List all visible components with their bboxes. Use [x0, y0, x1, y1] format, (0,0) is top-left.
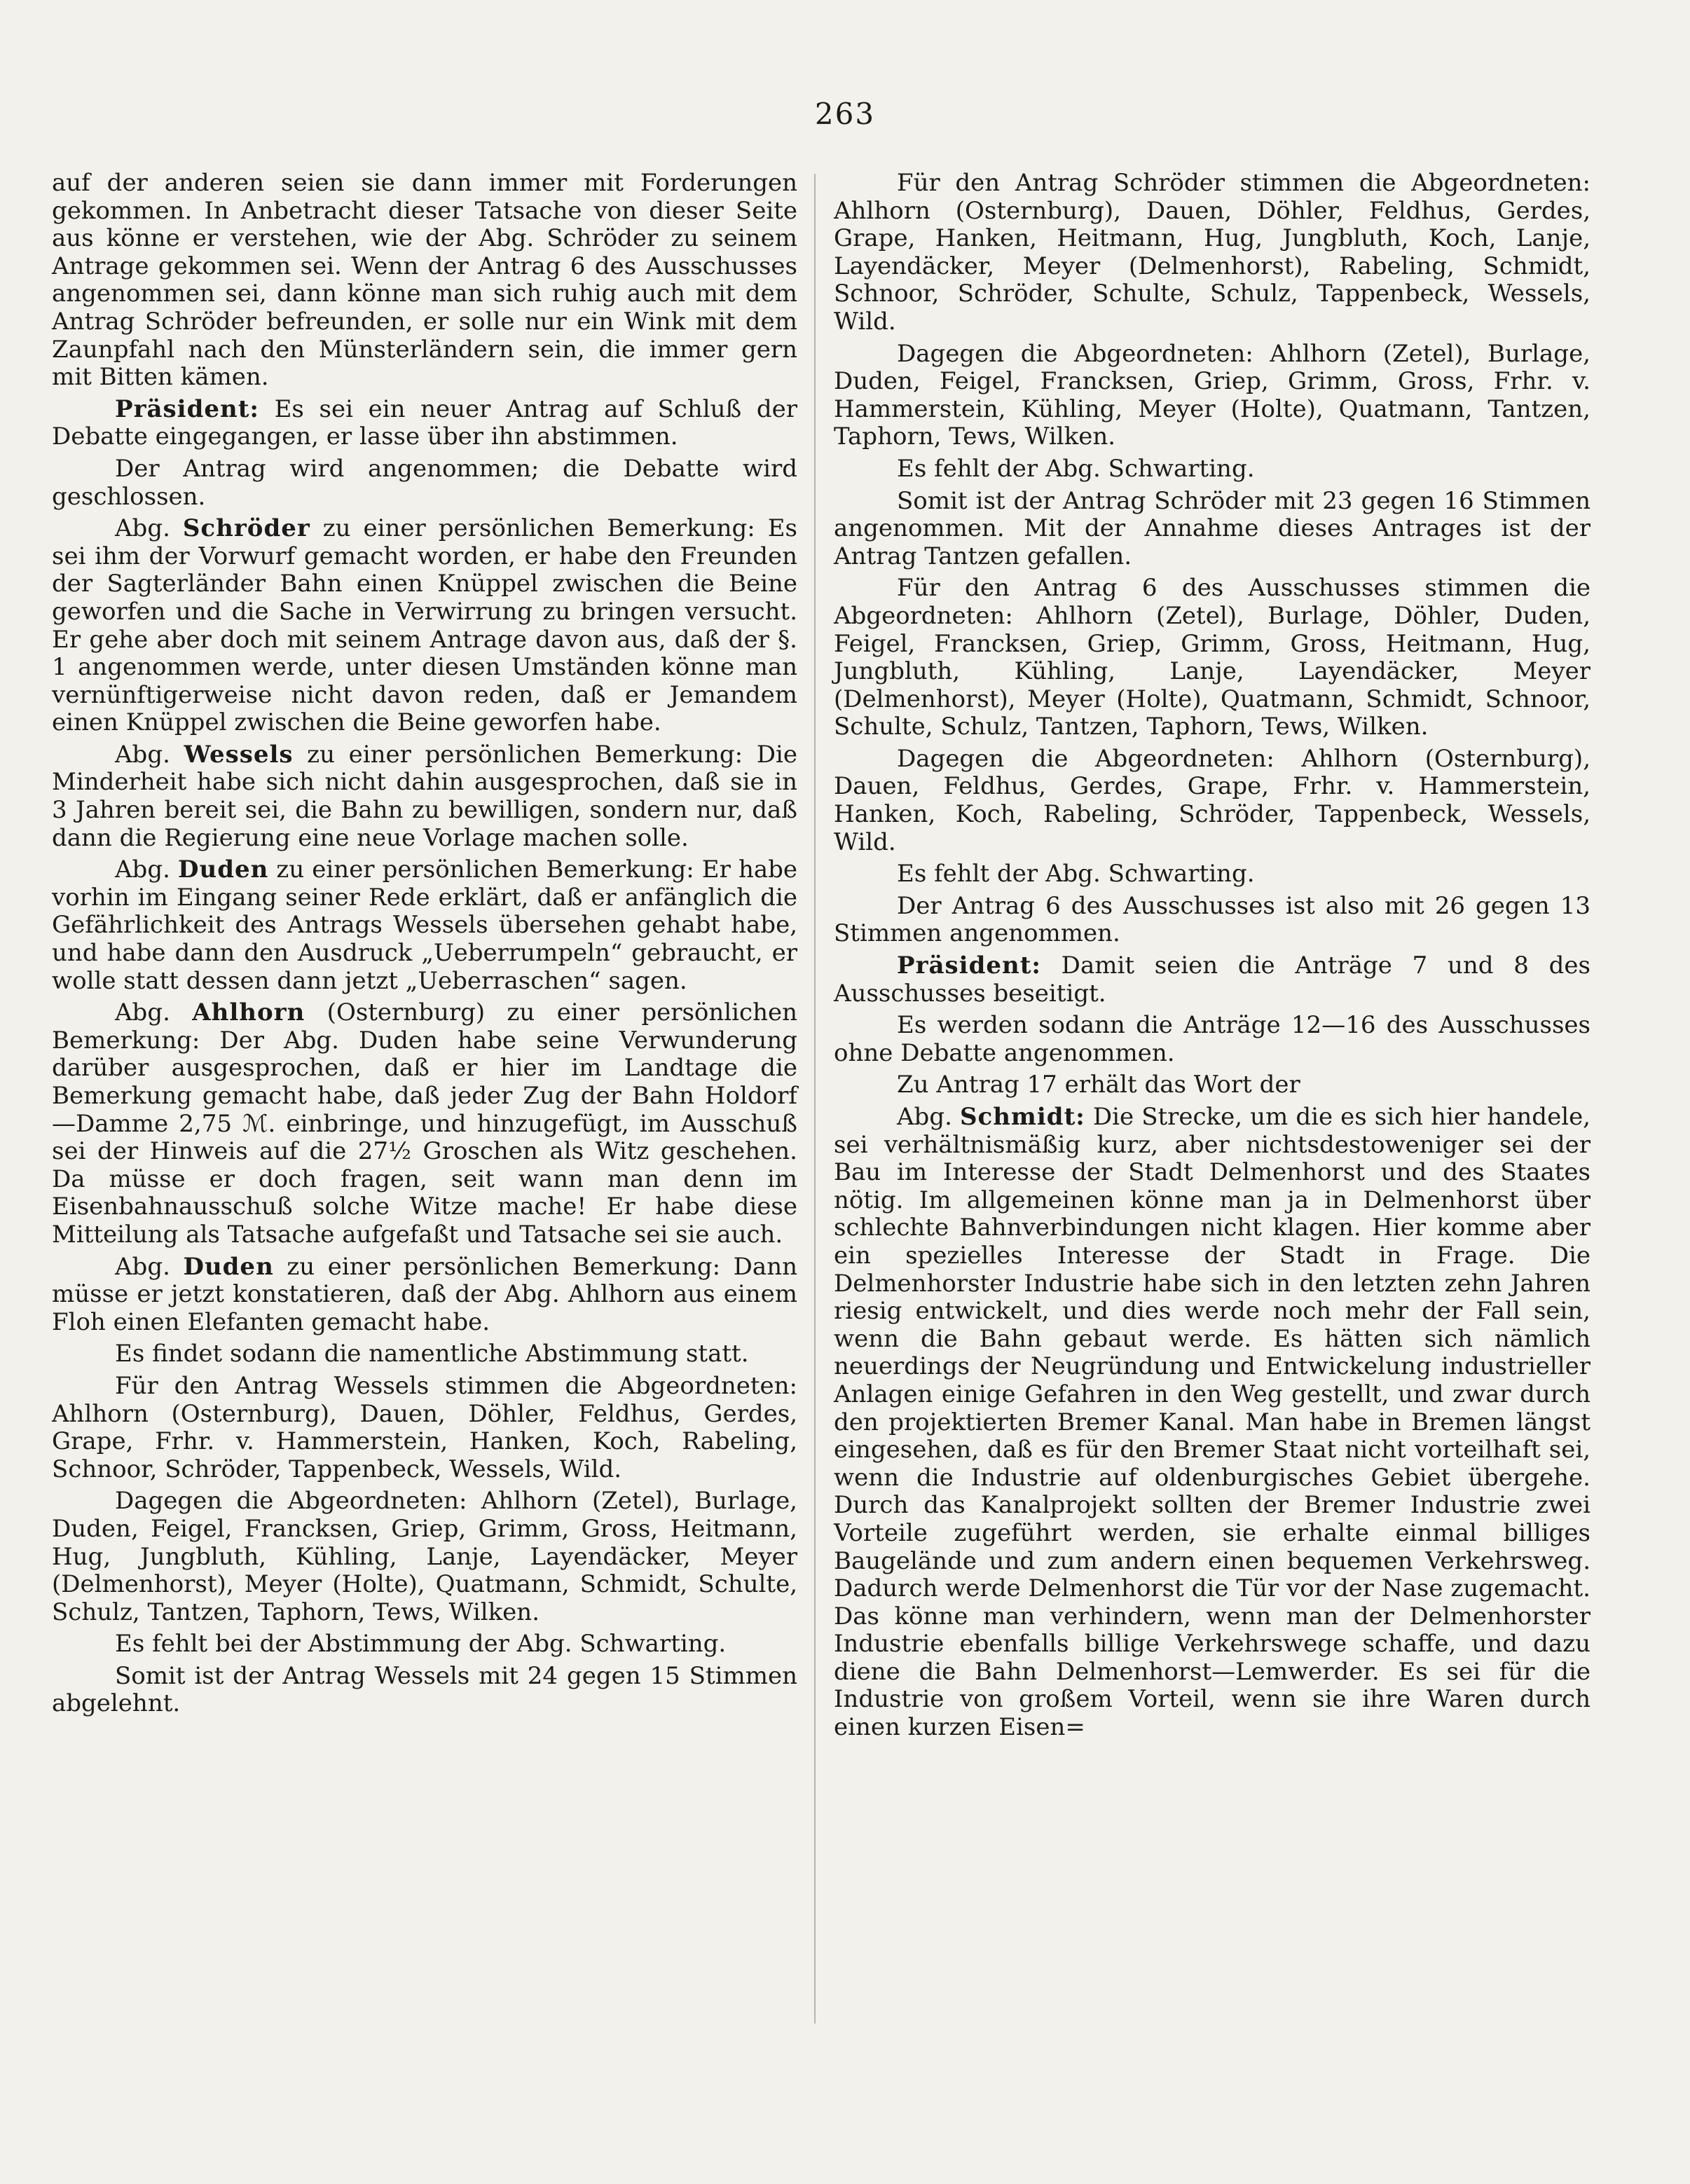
paragraph-text: Die Strecke, um die es sich hier handele, sei verhältnismäßig kurz, aber nichtsdestoweniger sei der Bau im Interesse der Stadt Delmenhorst und des Staates nötig. Im allgemeinen könne man ja in Delmenhorst über schlechte Bahnverbindungen nicht klagen. Hier komme aber ein spezielles Interesse der Stadt in Frage. Die Delmenhorster Industrie habe sich in den letzten zehn Jahren riesig entwickelt, und dies werde noch mehr der Fall sein, wenn die Bahn gebaut werde. Es hätten sich nämlich neuerdings der Neugründung und Entwickelung industrieller Anlagen einige Gefahren in den Weg gestellt, und zwar durch den projektierten Bremer Kanal. Man habe in Bremen längst eingesehen, daß es für den Bremer Staat nicht vorteilhaft sei, wenn die Industrie auf oldenburgisches Gebiet übergehe. Durch das Kanalprojekt sollten der Bremer Industrie zwei Vorteile zugeführt werden, sie erhalte einmal billiges Baugelände und zum andern einen bequemen Verkehrsweg. Dadurch werde Delmenhorst die Tür vor der Nase zugemacht. Das könne man verhindern, wenn man der Delmenhorster Industrie ebenfalls billige Verkehrswege schaffe, und dazu diene die Bahn Delmenhorst—Lemwerder. Es sei für die Industrie von großem Vorteil, wenn sie ihre Waren durch einen kurzen Eisen=: [834, 1103, 1591, 1742]
speaker-name: Schröder: [182, 514, 310, 543]
paragraph-text: Somit ist der Antrag Wessels mit 24 gegen 15 Stimmen abgelehnt.: [52, 1661, 797, 1718]
paragraph-text: Damit seien die Anträge 7 und 8 des Ausschusses beseitigt.: [834, 952, 1591, 1008]
paragraph-text: Abg.: [115, 514, 183, 543]
paragraph: [52, 741, 797, 852]
page-number: 263: [814, 97, 876, 131]
speaker-name: Schmidt:: [959, 1103, 1085, 1131]
paragraph-text: Abg.: [115, 1252, 184, 1281]
right-column: [834, 170, 1591, 1746]
paragraph: [52, 1488, 797, 1626]
left-column: [52, 170, 797, 1722]
paragraph: [52, 999, 797, 1249]
column-divider: [814, 174, 816, 2024]
paragraph: [834, 488, 1591, 571]
paragraph-text: Es sei ein neuer Antrag auf Schluß der Debatte eingegangen, er lasse über ihn abstimmen.: [52, 394, 797, 451]
paragraph: [834, 1012, 1591, 1067]
paragraph-text: Abg.: [115, 998, 193, 1027]
paragraph-text: Es werden sodann die Anträge 12—16 des Ausschusses ohne Debatte angenommen.: [834, 1011, 1591, 1067]
paragraph: [834, 575, 1591, 741]
paragraph-text: Abg.: [115, 856, 178, 884]
paragraph-text: Dagegen die Abgeordneten: Ahlhorn (Zetel), Burlage, Duden, Feigel, Francksen, Griep, Grimm, Gross, Frhr. v. Hammerstein, Kühling, Meyer (Holte), Quatmann, Tantzen, Taphorn, Tews, Wilken.: [834, 339, 1591, 451]
paragraph-text: Dagegen die Abgeordneten: Ahlhorn (Osternburg), Dauen, Feldhus, Gerdes, Grape, Frhr. v. Hammerstein, Hanken, Koch, Rabeling, Schröder, Tappenbeck, Wessels, Wild.: [834, 744, 1591, 856]
speaker-name: Duden: [183, 1252, 274, 1281]
speaker-name: Wessels: [184, 740, 294, 769]
paragraph-text: Dagegen die Abgeordneten: Ahlhorn (Zetel), Burlage, Duden, Feigel, Francksen, Griep, Grimm, Gross, Heitmann, Hug, Jungbluth, Kühling, Lanje, Layendäcker, Meyer (Delmenhorst), Meyer (Holte), Quatmann, Schmidt, Schulte, Schulz, Tantzen, Taphorn, Tews, Wilken.: [52, 1487, 797, 1626]
paragraph-text: Somit ist der Antrag Schröder mit 23 gegen 16 Stimmen angenommen. Mit der Annahme dieses Antrages ist der Antrag Tantzen gefallen.: [834, 486, 1591, 570]
paragraph: [834, 860, 1591, 888]
paragraph-text: Für den Antrag 6 des Ausschusses stimmen die Abgeordneten: Ahlhorn (Zetel), Burlage, Döhler, Duden, Feigel, Francksen, Griep, Grimm, Gross, Heitmann, Hug, Jungbluth, Kühling, Lanje, Layendäcker, Meyer (Delmenhorst), Meyer (Holte), Quatmann, Schmidt, Schnoor, Schulte, Schulz, Tantzen, Taphorn, Tews, Wilken.: [834, 574, 1591, 741]
paragraph-text: zu einer persönlichen Bemerkung: Es sei ihm der Vorwurf gemacht worden, er habe den Freunden der Sagterländer Bahn einen Knüppel zwischen die Beine geworfen und die Sache in Verwirrung zu bringen versucht. Er gehe aber doch mit seinem Antrage davon aus, daß der §. 1 angenommen werde, unter diesen Umständen könne man vernünftigerweise nicht davon reden, daß er Jemandem einen Knüppel zwischen die Beine geworfen habe.: [52, 514, 797, 737]
paragraph: [52, 455, 797, 511]
paragraph: [834, 1104, 1591, 1742]
paragraph-text: zu einer persönlichen Bemerkung: Er habe vorhin im Eingang seiner Rede erklärt, daß er anfänglich die Gefährlichkeit des Antrags Wessels übersehen gehabt habe, und habe dann den Ausdruck „Ueberrumpeln“ gebraucht, er wolle statt dessen dann jetzt „Ueberraschen“ sagen.: [52, 856, 798, 995]
speaker-name: Ahlhorn: [192, 998, 305, 1027]
paragraph: [52, 1373, 797, 1483]
paragraph: [52, 396, 797, 451]
paragraph-text: Der Antrag 6 des Ausschusses ist also mit 26 gegen 13 Stimmen angenommen.: [834, 891, 1591, 948]
paragraph-text: Es fehlt der Abg. Schwarting.: [897, 860, 1255, 888]
paragraph: [52, 856, 797, 995]
paragraph-text: Es findet sodann die namentliche Abstimmung statt.: [115, 1340, 749, 1368]
speaker-name: Duden: [177, 856, 269, 884]
speaker-name: Präsident:: [897, 952, 1041, 980]
paragraph-text: Es fehlt bei der Abstimmung der Abg. Schwarting.: [115, 1630, 727, 1658]
paragraph: [834, 455, 1591, 483]
paragraph-text: Abg.: [115, 740, 184, 769]
paragraph-text: Es fehlt der Abg. Schwarting.: [897, 454, 1255, 483]
paragraph: [52, 515, 797, 737]
paragraph-text: (Osternburg) zu einer persönlichen Bemerkung: Der Abg. Duden habe seine Verwunderung darüber ausgesprochen, daß er hier im Landtage die Bemerkung gemacht habe, daß jeder Zug der Bahn Holdorf—Damme 2,75 ℳ. einbringe, und hinzugefügt, im Ausschuß sei der Hinweis auf die 27½ Groschen als Witz geschehen. Da müsse er doch fragen, seit wann man denn im Eisenbahnausschuß solche Witze mache! Er habe diese Mitteilung als Tatsache aufgefaßt und Tatsache sei sie auch.: [52, 998, 797, 1249]
paragraph: [834, 341, 1591, 451]
paragraph: [52, 1630, 797, 1658]
paragraph-text: Für den Antrag Schröder stimmen die Abgeordneten: Ahlhorn (Osternburg), Dauen, Döhler, Feldhus, Gerdes, Grape, Hanken, Heitmann, Hug, Jungbluth, Koch, Lanje, Layendäcker, Meyer (Delmenhorst), Rabeling, Schmidt, Schnoor, Schröder, Schulte, Schulz, Tappenbeck, Wessels, Wild.: [834, 169, 1591, 336]
paragraph-text: Abg.: [897, 1103, 960, 1131]
paragraph: [834, 952, 1591, 1008]
paragraph-text: Zu Antrag 17 erhält das Wort der: [897, 1071, 1300, 1099]
speaker-name: Präsident:: [115, 394, 259, 423]
paragraph-text: zu einer persönlichen Bemerkung: Die Minderheit habe sich nicht dahin ausgesprochen, daß sie in 3 Jahren bereit sei, die Bahn zu bewilligen, sondern nur, daß dann die Regierung eine neue Vorlage machen solle.: [52, 740, 798, 852]
paragraph-text: auf der anderen seien sie dann immer mit Forderungen gekommen. In Anbetracht dieser Tatsache von dieser Seite aus könne er verstehen, wie der Abg. Schröder zu seinem Antrage gekommen sei. Wenn der Antrag 6 des Ausschusses angenommen sei, dann könne man sich ruhig auch mit dem Antrag Schröder befreunden, er solle nur ein Wink mit dem Zaunpfahl nach den Münsterländern sein, die immer gern mit Bitten kämen.: [52, 169, 797, 392]
paragraph-text: Der Antrag wird angenommen; die Debatte wird geschlossen.: [52, 454, 797, 511]
paragraph-text: zu einer persönlichen Bemerkung: Dann müsse er jetzt konstatieren, daß der Abg. Ahlhorn aus einem Floh einen Elefanten gemacht habe.: [52, 1252, 797, 1336]
paragraph: [834, 1071, 1591, 1099]
paragraph: [52, 1663, 797, 1718]
paragraph: [834, 746, 1591, 856]
paragraph-text: Für den Antrag Wessels stimmen die Abgeordneten: Ahlhorn (Osternburg), Dauen, Döhler, Feldhus, Gerdes, Grape, Frhr. v. Hammerstein, Hanken, Koch, Rabeling, Schnoor, Schröder, Tappenbeck, Wessels, Wild.: [52, 1371, 797, 1483]
paragraph: [52, 170, 797, 392]
paragraph: [52, 1254, 797, 1337]
paragraph: [52, 1340, 797, 1368]
paragraph: [834, 893, 1591, 948]
paragraph: [834, 170, 1591, 336]
